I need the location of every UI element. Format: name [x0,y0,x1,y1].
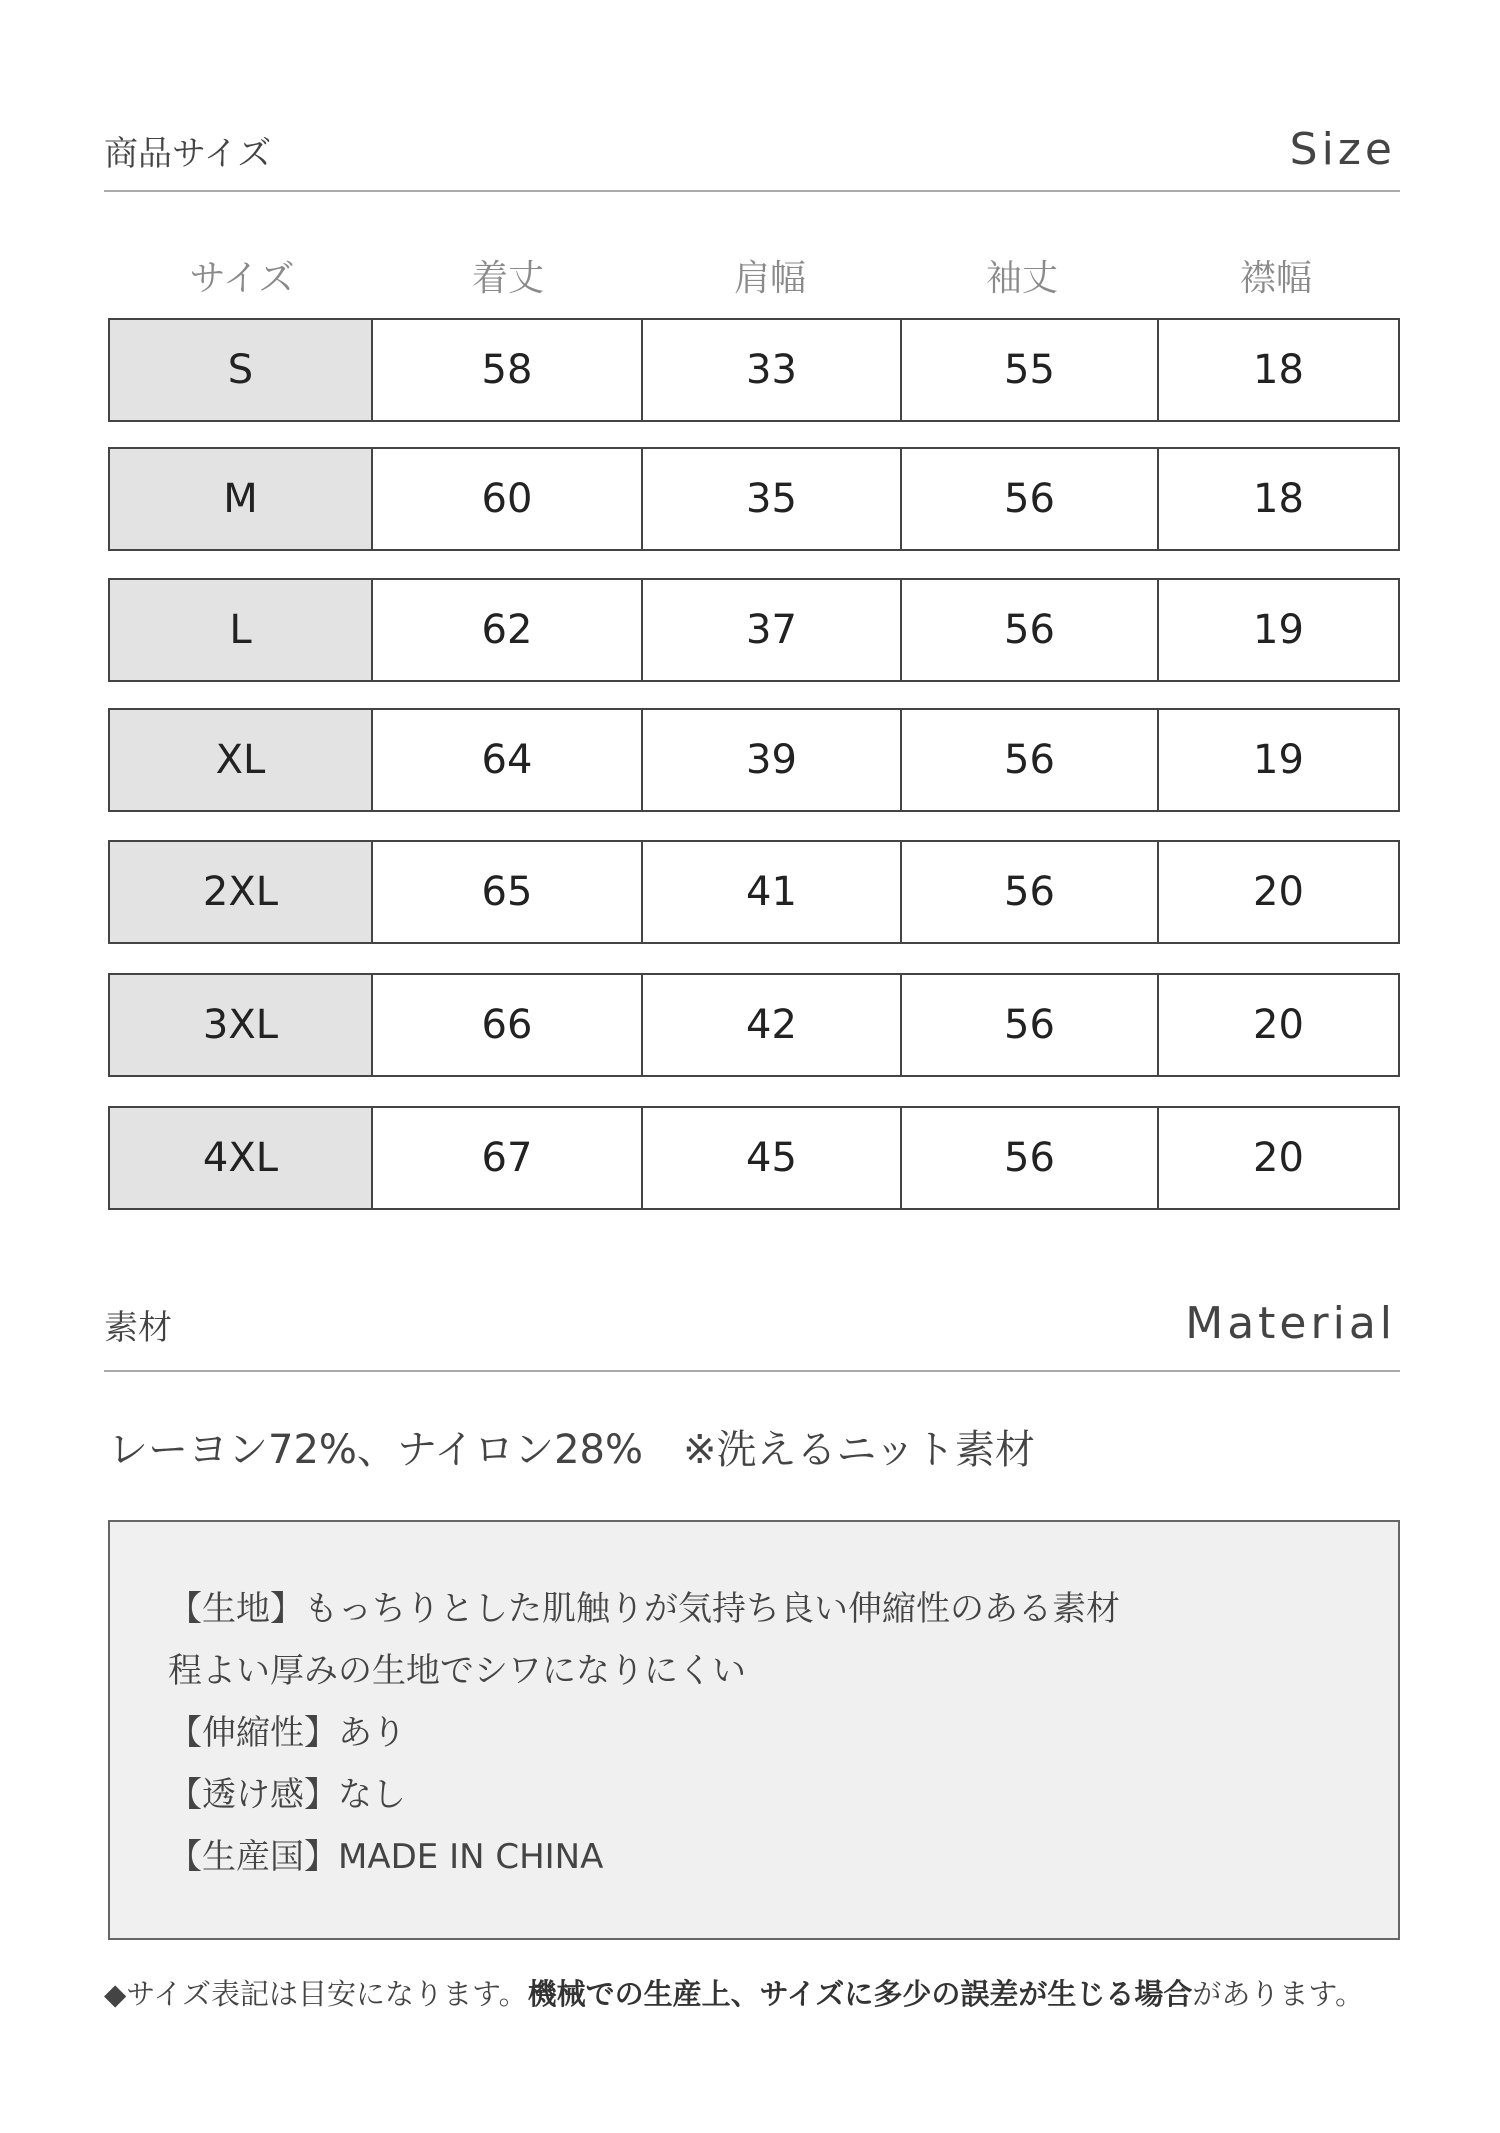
cell-length: 65 [371,842,641,942]
cell-size: 3XL [110,975,371,1075]
disclaimer-prefix: ◆サイズ表記は目安になります。 [104,1977,528,2011]
detail-fabric: 【生地】もっちりとした肌触りが気持ち良い伸縮性のある素材 [168,1589,1120,1629]
detail-fabric-thickness: 程よい厚みの生地でシワになりにくい [168,1651,746,1691]
cell-shoulder: 41 [641,842,900,942]
size-section-header [104,118,1400,192]
cell-size: XL [110,710,371,810]
cell-collar: 18 [1157,320,1398,420]
table-row [108,840,1400,944]
cell-size: L [110,580,371,680]
cell-length: 62 [371,580,641,680]
detail-stretch: 【伸縮性】あり [168,1713,406,1753]
size-table-header [108,250,1400,306]
size-disclaimer [104,1972,1404,2013]
cell-shoulder: 42 [641,975,900,1075]
cell-shoulder: 33 [641,320,900,420]
cell-size: 4XL [110,1108,371,1208]
cell-length: 66 [371,975,641,1075]
cell-collar: 19 [1157,710,1398,810]
cell-length: 64 [371,710,641,810]
cell-collar: 20 [1157,1108,1398,1208]
disclaimer-bold: 機械での生産上、サイズに多少の誤差が生じる場合 [527,1977,1193,2011]
cell-collar: 20 [1157,842,1398,942]
cell-collar: 18 [1157,449,1398,549]
column-header-length: 着丈 [471,258,545,299]
cell-sleeve: 55 [900,320,1157,420]
cell-size: 2XL [110,842,371,942]
cell-size: M [110,449,371,549]
cell-collar: 20 [1157,975,1398,1075]
cell-length: 67 [371,1108,641,1208]
cell-sleeve: 56 [900,975,1157,1075]
fabric-details-box [108,1520,1400,1940]
cell-sleeve: 56 [900,580,1157,680]
cell-size: S [110,320,371,420]
cell-sleeve: 56 [900,842,1157,942]
material-composition: レーヨン72%、ナイロン28% ※洗えるニット素材 [108,1427,1035,1473]
material-section-title-jp: 素材 [104,1308,172,1348]
material-section-title-en: Material [1185,1298,1396,1349]
table-row [108,973,1400,1077]
cell-shoulder: 39 [641,710,900,810]
column-header-collar: 襟幅 [1239,258,1313,299]
column-header-sleeve: 袖丈 [985,258,1059,299]
disclaimer-suffix: があります。 [1192,1977,1365,2011]
cell-shoulder: 37 [641,580,900,680]
material-section-header [104,1294,1400,1372]
detail-country: 【生産国】MADE IN CHINA [168,1837,604,1877]
table-row [108,708,1400,812]
cell-shoulder: 35 [641,449,900,549]
size-section-title-jp: 商品サイズ [104,134,272,174]
size-section-title-en: Size [1289,124,1396,175]
table-row [108,1106,1400,1210]
cell-length: 58 [371,320,641,420]
cell-sleeve: 56 [900,449,1157,549]
column-header-shoulder: 肩幅 [733,258,807,299]
table-row [108,578,1400,682]
table-row [108,318,1400,422]
table-row [108,447,1400,551]
column-header-size: サイズ [189,258,295,299]
cell-sleeve: 56 [900,710,1157,810]
cell-shoulder: 45 [641,1108,900,1208]
cell-length: 60 [371,449,641,549]
detail-sheerness: 【透け感】なし [168,1775,406,1815]
cell-collar: 19 [1157,580,1398,680]
cell-sleeve: 56 [900,1108,1157,1208]
